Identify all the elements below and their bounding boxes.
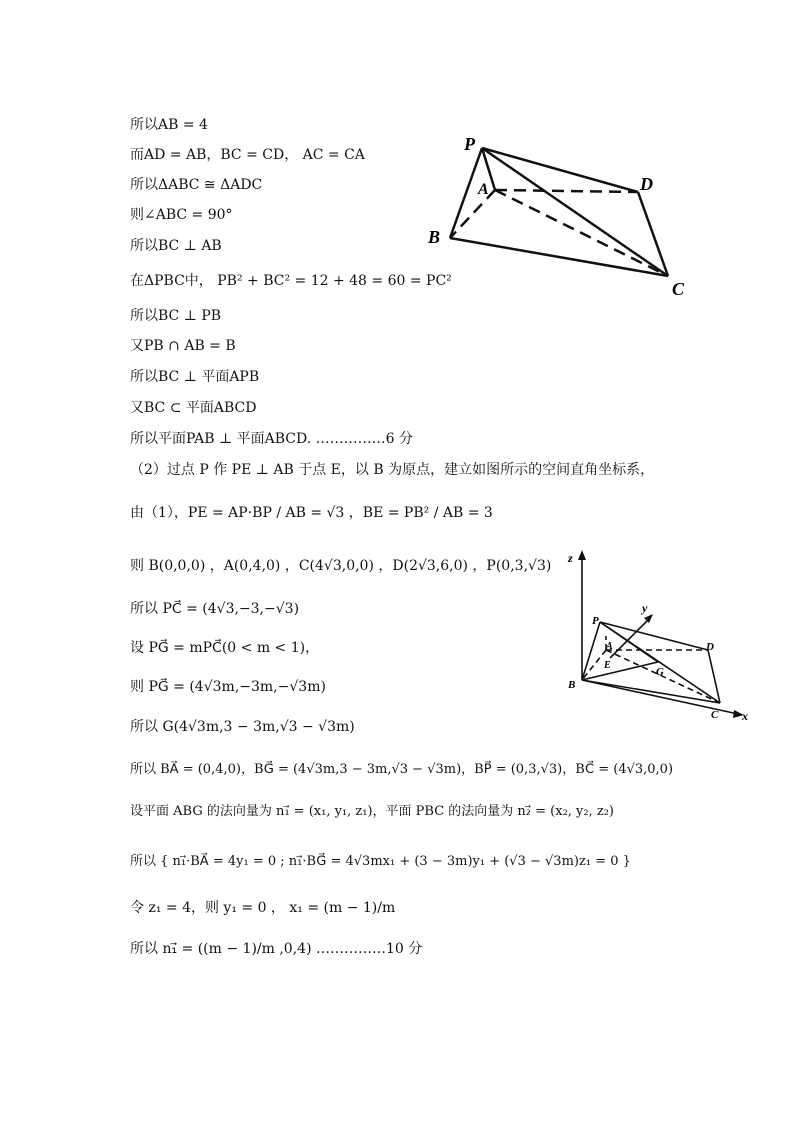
text-line: 而AD = AB，BC = CD， AC = CA bbox=[130, 147, 365, 163]
text-line: 设 PG⃗ = mPC⃗(0 < m < 1)， bbox=[130, 640, 320, 656]
text-line: 所以平面PAB ⊥ 平面ABCD. ……………6 分 bbox=[130, 431, 413, 447]
axis-label: y bbox=[642, 601, 648, 615]
vertex-label: D bbox=[706, 641, 714, 653]
text-line: 令 z₁ = 4，则 y₁ = 0 ， x₁ = (m − 1)/m bbox=[130, 900, 396, 916]
pyramid-figure bbox=[420, 130, 700, 305]
text-line: （2）过点 P 作 PE ⊥ AB 于点 E，以 B 为原点，建立如图所示的空间直角坐标系， bbox=[130, 462, 655, 478]
text-line: 所以AB = 4 bbox=[130, 117, 208, 133]
text-line: 所以ΔABC ≅ ΔADC bbox=[130, 177, 263, 193]
vertex-label: C bbox=[711, 709, 719, 721]
text-line: 所以BC ⊥ PB bbox=[130, 308, 222, 324]
text-line: 设平面 ABG 的法向量为 n₁⃗ = (x₁, y₁, z₁)，平面 PBC 的法向量为 n₂⃗ = (x₂, y₂, z₂) bbox=[130, 804, 614, 819]
text-line: 所以 n₁⃗ = ((m − 1)/m ,0,4) ……………10 分 bbox=[130, 941, 423, 957]
vertex-label: B bbox=[568, 679, 576, 691]
text-line: 又PB ∩ AB = B bbox=[130, 338, 236, 354]
text-line: 则 PG⃗ = (4√3m,−3m,−√3m) bbox=[130, 679, 326, 695]
vertex-label: C bbox=[672, 279, 685, 299]
text-line: 所以 G(4√3m,3 − 3m,√3 − √3m) bbox=[130, 719, 355, 735]
vertex-label: E bbox=[604, 660, 611, 671]
vertex-label: P bbox=[592, 615, 599, 627]
text-line: 则∠ABC = 90° bbox=[130, 207, 233, 223]
text-line: 所以BC ⊥ 平面APB bbox=[130, 369, 260, 385]
text-line: 所以BC ⊥ AB bbox=[130, 238, 222, 254]
text-line: 所以 BA⃗ = (0,4,0)，BG⃗ = (4√3m,3 − 3m,√3 − √3m)，BP⃗ = (0,3,√3)，BC⃗ = (4√3,0,0) bbox=[130, 762, 674, 777]
vertex-label: B bbox=[428, 227, 441, 247]
text-line: 又BC ⊂ 平面ABCD bbox=[130, 400, 257, 416]
axis-label: x bbox=[742, 709, 748, 723]
vertex-label: D bbox=[640, 174, 653, 194]
vertex-label: A bbox=[606, 641, 613, 652]
text-line: 在ΔPBC中， PB² + BC² = 12 + 48 = 60 = PC² bbox=[130, 273, 452, 289]
vertex-label: G bbox=[656, 666, 664, 678]
vertex-label: A bbox=[478, 181, 489, 198]
text-line: 所以 { n₁⃗·BA⃗ = 4y₁ = 0 ; n₁⃗·BG⃗ = 4√3mx₁ + (3 − 3m)y₁ + (√3 − √3m)z₁ = 0 } bbox=[130, 854, 631, 869]
coordinate-figure bbox=[560, 548, 760, 728]
axis-label: z bbox=[568, 551, 573, 565]
text-line: 所以 PC⃗ = (4√3,−3,−√3) bbox=[130, 601, 300, 617]
text-line: 则 B(0,0,0) ，A(0,4,0) ，C(4√3,0,0) ，D(2√3,6,0) ，P(0,3,√3) bbox=[130, 558, 552, 574]
vertex-label: P bbox=[464, 134, 475, 154]
text-line: 由（1），PE = AP·BP / AB = √3 ，BE = PB² / AB = 3 bbox=[130, 505, 493, 521]
